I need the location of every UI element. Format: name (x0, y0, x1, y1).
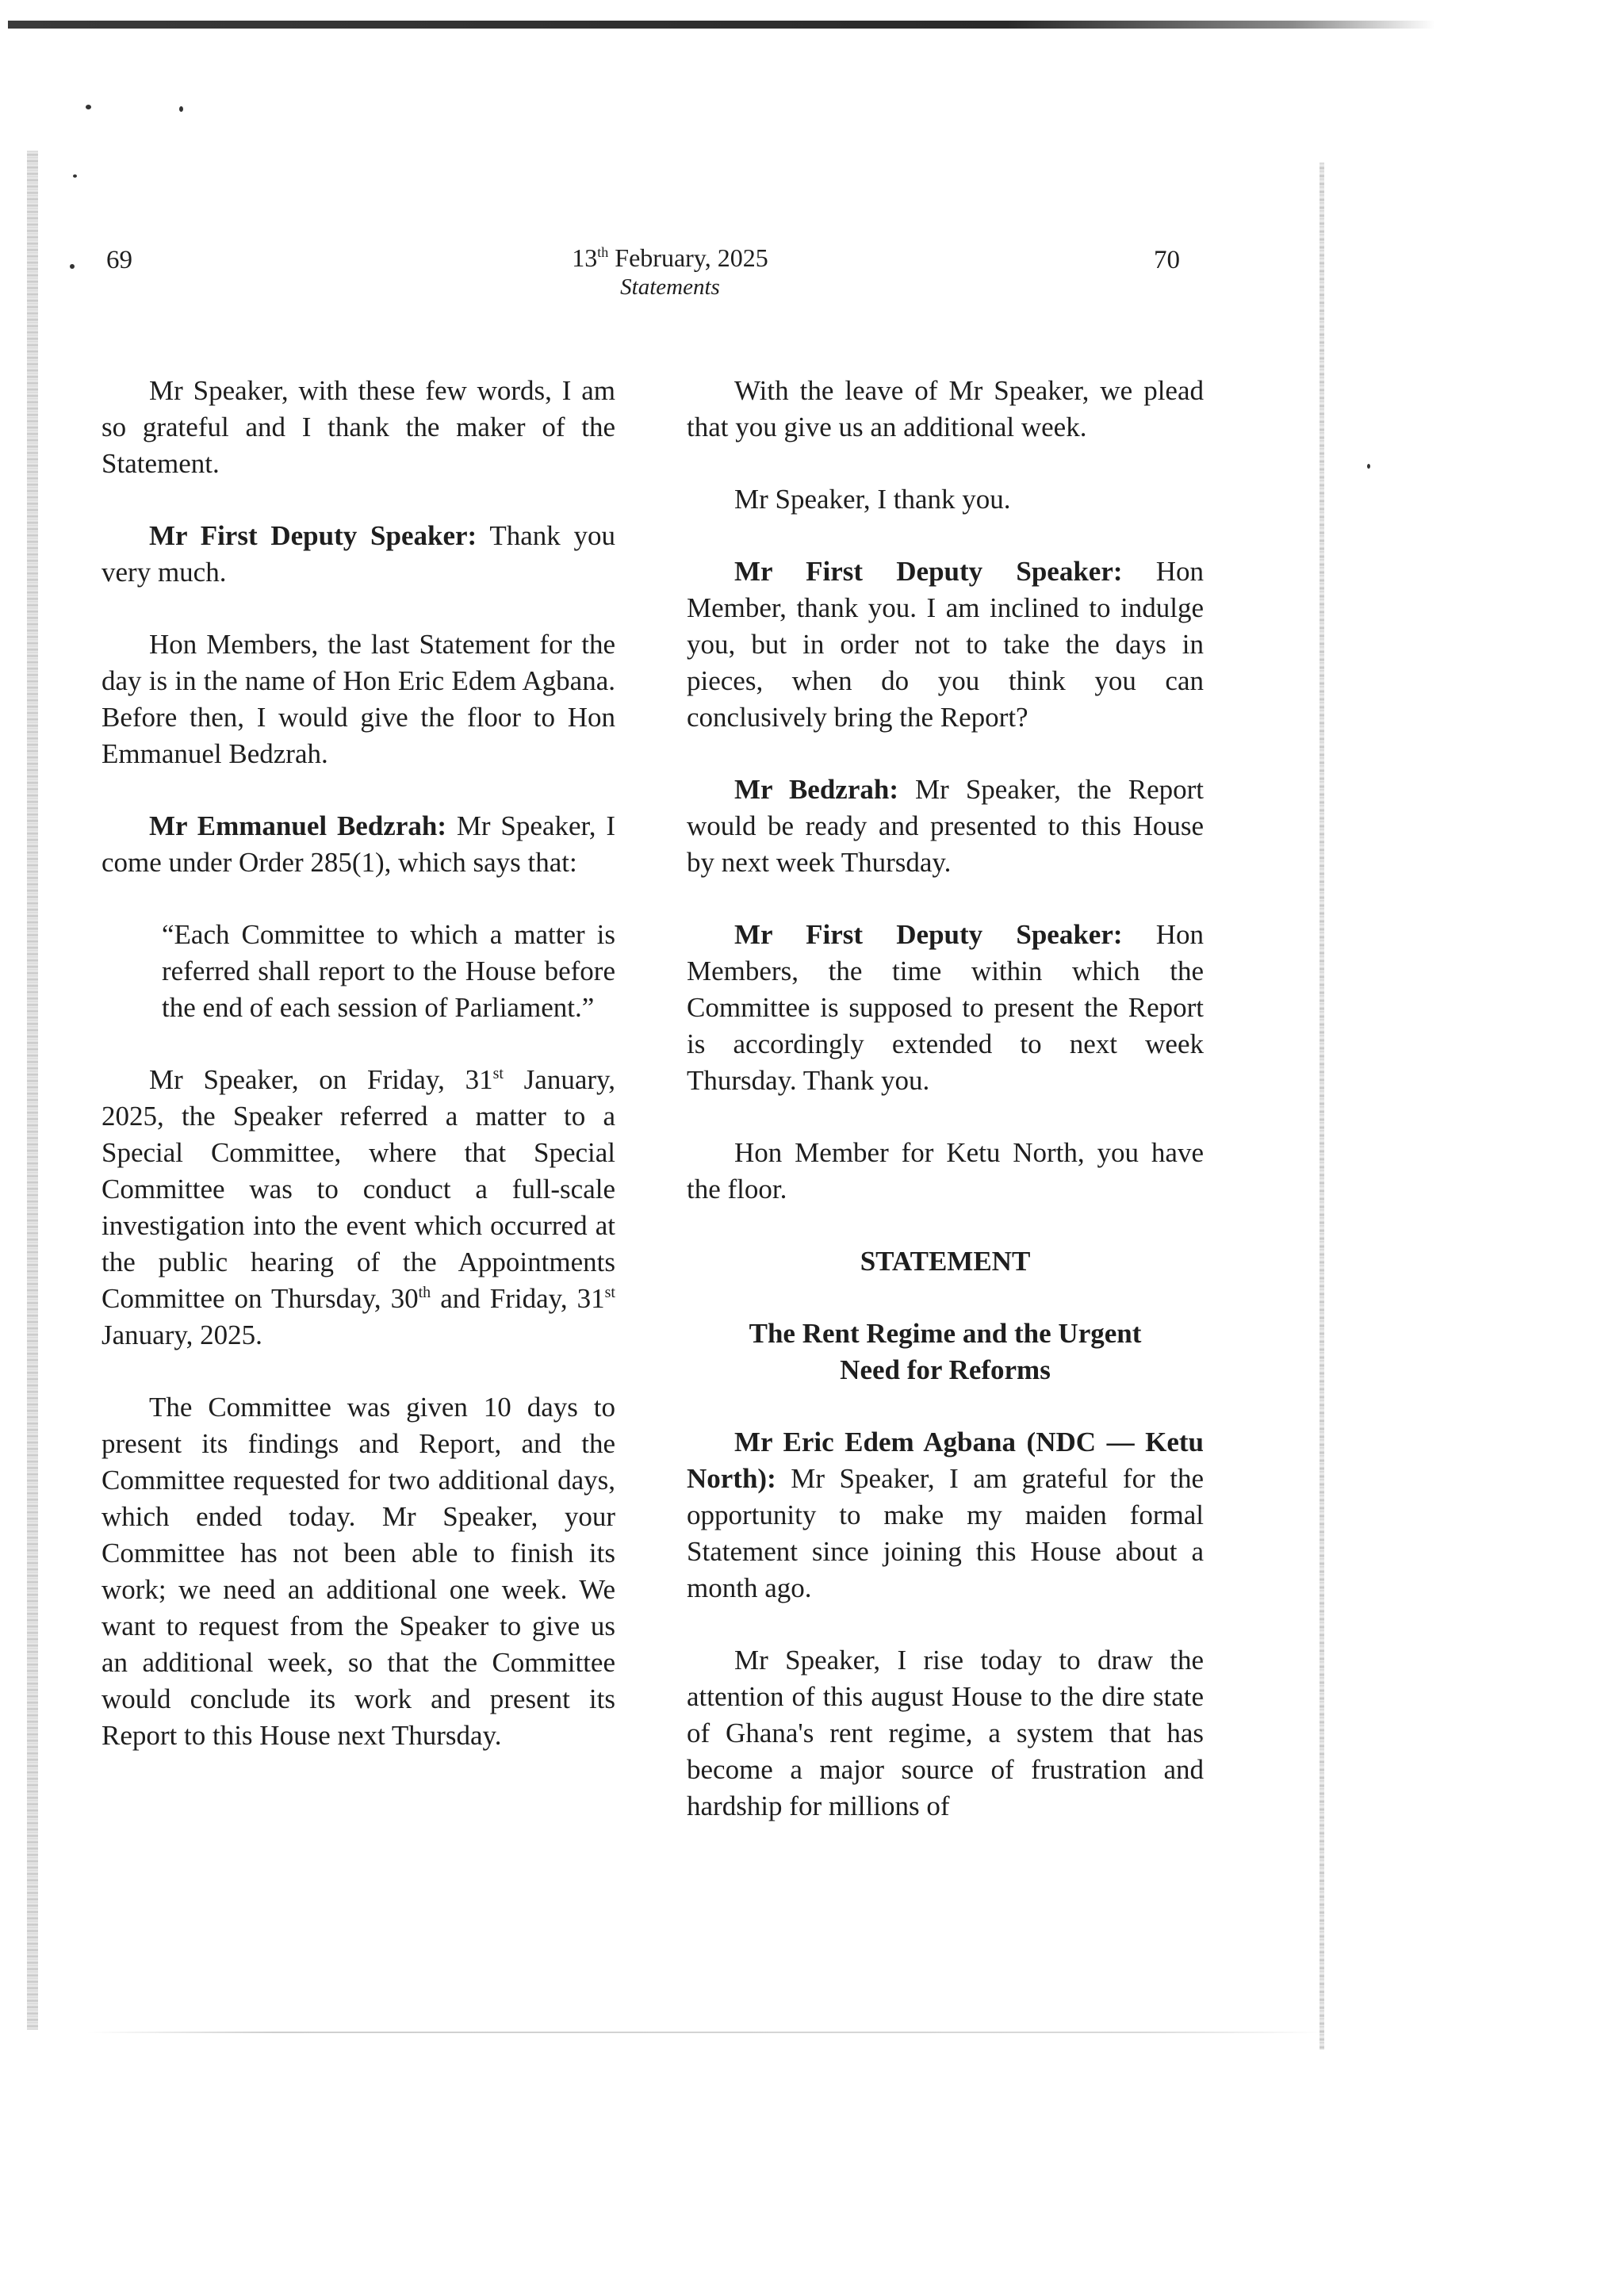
speech-text: Hon Members, the time within which the Committee is supposed to present the Report is accordingly extended to next week Thursday. Thank you. (687, 919, 1204, 1096)
ordinal-suffix: th (418, 1284, 431, 1301)
paragraph: Mr Speaker, with these few words, I am so grateful and I thank the maker of the Statement. (102, 375, 615, 479)
speech-text: Mr Speaker, the Report would be ready and presented to this House by next week Thursday. (687, 774, 1204, 878)
statement-title: The Rent Regime and the Urgent Need for Reforms (749, 1318, 1142, 1385)
left-column (102, 373, 615, 1790)
speech-text: Thank you very much. (102, 520, 615, 588)
paragraph: With the leave of Mr Speaker, we plead that you give us an additional week. (687, 375, 1204, 442)
speaker-name: Mr Bedzrah: (734, 774, 898, 805)
date-rest: February, 2025 (608, 243, 768, 272)
block-quote: “Each Committee to which a matter is referred shall report to the House before the end of each session of Parliament.” (162, 919, 615, 1023)
scan-speck (179, 106, 183, 112)
scan-right-edge (1320, 163, 1324, 2050)
text-run: Mr Speaker, on Friday, 31 (149, 1064, 493, 1095)
paragraph (102, 518, 615, 591)
ordinal-suffix: st (492, 1065, 504, 1082)
speaker-name: Mr First Deputy Speaker: (149, 520, 477, 551)
paragraph (102, 1062, 615, 1354)
speaker-name: Mr Eric Edem Agbana (NDC — Ketu North): (687, 1427, 1204, 1494)
right-column (687, 373, 1204, 1860)
paragraph (687, 917, 1204, 1099)
statement-heading: STATEMENT (860, 1246, 1031, 1277)
speech-text: Mr Speaker, I am grateful for the opportunity to make my maiden formal Statement since joining this House about a month ago. (687, 1463, 1204, 1603)
paragraph (687, 553, 1204, 736)
text-run: January, 2025. (102, 1319, 262, 1350)
paragraph: Mr Speaker, I thank you. (734, 484, 1011, 515)
speech-text: Hon Member, thank you. I am inclined to indulge you, but in order not to take the days in pieces, when do you think you can conclusively bring the Report? (687, 556, 1204, 733)
speaker-name: Mr First Deputy Speaker: (734, 556, 1123, 587)
paragraph (687, 772, 1204, 881)
speaker-name: Mr First Deputy Speaker: (734, 919, 1123, 950)
paragraph: Hon Members, the last Statement for the day is in the name of Hon Eric Edem Agbana. Before then, I would give the floor to Hon Emmanuel Bedzrah. (102, 629, 615, 769)
right-page-number: 70 (1154, 246, 1180, 274)
scan-speck (73, 174, 77, 178)
paragraph: Mr Speaker, I rise today to draw the attention of this august House to the dire state of Ghana's rent regime, a system that has become a major source of frustration and hardship for millions of (687, 1645, 1204, 1821)
paragraph: The Committee was given 10 days to present its findings and Report, and the Committee requested for two additional days, which ended today. Mr Speaker, your Committee has not been able to finish its work; we need an additional one week. We want to request from the Speaker to give us an additional week, so that the Committee would conclude its work and present its Report to this House next Thursday. (102, 1392, 615, 1751)
ordinal-suffix: st (604, 1284, 615, 1301)
scan-speck (86, 105, 91, 109)
paragraph: Hon Member for Ketu North, you have the floor. (687, 1137, 1204, 1205)
paragraph (102, 808, 615, 881)
left-page-number: 69 (106, 246, 132, 274)
speaker-name: Mr Emmanuel Bedzrah: (149, 810, 446, 841)
scan-binding-edge (27, 151, 38, 2030)
page-date (0, 242, 1340, 274)
section-title: Statements (620, 274, 720, 300)
scan-top-border (8, 21, 1435, 29)
date-day: 13 (572, 243, 598, 272)
speech-text: Mr Speaker, I come under Order 285(1), which says that: (102, 810, 615, 878)
scan-speck (1367, 464, 1370, 469)
date-suffix: th (597, 244, 609, 260)
paragraph (687, 1424, 1204, 1607)
scan-bottom-line (87, 2032, 1324, 2033)
text-run: January, 2025, the Speaker referred a matter to a Special Committee, where that Special Committee was to conduct a full-scale investigation into the event which occurred at the public hearing of the Appointments Committee on Thursday, 30 (102, 1064, 615, 1314)
text-run: and Friday, 31 (431, 1283, 605, 1314)
